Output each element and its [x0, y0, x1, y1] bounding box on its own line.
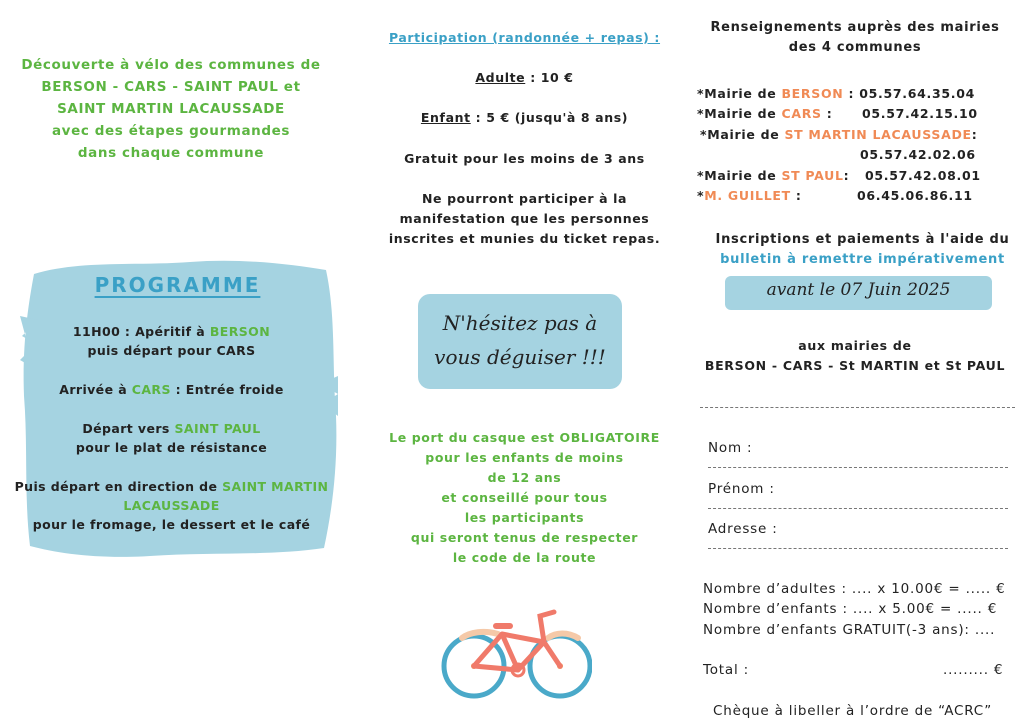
- deadline-text: avant le 07 Juin 2025: [766, 280, 951, 300]
- price-label: Enfant: [420, 110, 471, 125]
- intro-line: dans chaque commune: [77, 145, 265, 161]
- heading-line: Renseignements auprès des mairies: [710, 20, 1000, 35]
- helmet-notice: [358, 428, 691, 568]
- town-name: CARS: [131, 382, 171, 397]
- form-prenom-line[interactable]: [708, 508, 1008, 509]
- form-cheque: Chèque à libeller à l’ordre de “ACRC”: [713, 703, 993, 719]
- helmet-line: les participants: [464, 510, 585, 525]
- intro-line: Découverte à vélo des communes de: [21, 57, 321, 73]
- form-adresse-label: Adresse :: [708, 521, 778, 537]
- contact-sep: :: [790, 188, 802, 203]
- costume-line: N'hésitez pas à: [442, 311, 598, 335]
- note-line: manifestation que les personnes: [399, 211, 650, 226]
- price-value: : 5 € (jusqu'à 8 ans): [470, 110, 629, 125]
- bicycle-icon: [440, 606, 592, 704]
- helmet-line: de 12 ans: [487, 470, 562, 485]
- contact-item: [697, 186, 1017, 206]
- contact-prefix: *Mairie de: [700, 127, 785, 142]
- contact-sep: :: [821, 106, 833, 121]
- contact-phone: 06.45.06.86.11: [857, 188, 973, 203]
- step-text: pour le fromage, le dessert et le café: [32, 517, 311, 532]
- form-children: Nombre d’enfants : .... x 5.00€ = ..... €: [703, 601, 998, 617]
- form-total-value: ......... €: [943, 662, 1004, 678]
- step-text: Arrivée à: [59, 382, 132, 397]
- step-text: 11H00 : Apéritif à: [72, 324, 210, 339]
- contact-phone: 05.57.42.02.06: [860, 147, 976, 162]
- helmet-line: et conseillé pour tous: [441, 490, 608, 505]
- contact-name: BERSON: [781, 86, 844, 101]
- price-value: : 10 €: [525, 70, 574, 85]
- note-line: Ne pourront participer à la: [421, 191, 628, 206]
- contact-name: M. GUILLET: [704, 188, 791, 203]
- registration-to: [690, 336, 1020, 376]
- step-text: puis départ pour CARS: [87, 343, 256, 358]
- form-nom-line[interactable]: [708, 467, 1008, 468]
- contacts-heading: [690, 18, 1020, 58]
- contact-item: [697, 104, 1017, 124]
- contact-prefix: *Mairie de: [697, 86, 782, 101]
- contact-sep: :: [843, 168, 850, 183]
- to-line: BERSON - CARS - St MARTIN et St PAUL: [704, 358, 1006, 373]
- contact-prefix: *Mairie de: [697, 168, 782, 183]
- contact-sep: :: [971, 127, 978, 142]
- intro-line: SAINT MARTIN LACAUSSADE: [57, 101, 285, 117]
- programme-step-3: [0, 419, 343, 457]
- contact-name: ST MARTIN LACAUSSADE: [784, 127, 972, 142]
- form-nom-label: Nom :: [708, 440, 753, 456]
- programme-title: PROGRAMME: [94, 273, 261, 297]
- programme-step-2: [0, 380, 343, 399]
- contact-name: ST PAUL: [781, 168, 844, 183]
- programme-step-1: [0, 322, 343, 360]
- price-child: [358, 108, 691, 128]
- step-text: pour le plat de résistance: [75, 440, 268, 455]
- heading-line: des 4 communes: [788, 40, 922, 55]
- form-total-label: Total :: [703, 662, 749, 678]
- town-name: SAINT PAUL: [174, 421, 261, 436]
- form-free-children: Nombre d’enfants GRATUIT(-3 ans): ....: [703, 622, 996, 638]
- contact-sep: :: [843, 86, 860, 101]
- intro-text: [0, 54, 342, 164]
- town-name: LACAUSSADE: [123, 498, 220, 513]
- form-prenom-label: Prénom :: [708, 481, 775, 497]
- contact-name: CARS: [781, 106, 822, 121]
- contact-prefix: *: [697, 188, 705, 203]
- contact-phone: 05.57.64.35.04: [859, 86, 976, 101]
- costume-line: vous déguiser !!!: [434, 345, 606, 369]
- registration-line2: bulletin à remettre impérativement: [720, 252, 1005, 267]
- town-name: SAINT MARTIN: [222, 479, 329, 494]
- participation-note: [358, 189, 691, 249]
- contact-item: [697, 166, 1017, 186]
- registration-line1: Inscriptions et paiements à l'aide du: [715, 232, 1010, 247]
- contact-item: [700, 125, 1020, 165]
- step-text: Puis départ en direction de: [14, 479, 223, 494]
- step-text: Départ vers: [82, 421, 175, 436]
- step-text: : Entrée froide: [170, 382, 284, 397]
- contact-item: [697, 84, 1017, 104]
- price-free: Gratuit pour les moins de 3 ans: [404, 151, 645, 166]
- contact-phone: 05.57.42.15.10: [862, 106, 978, 121]
- form-adults: Nombre d’adultes : .... x 10.00€ = ..... €: [703, 581, 1006, 597]
- to-line: aux mairies de: [798, 338, 912, 353]
- price-label: Adulte: [475, 70, 526, 85]
- helmet-line: qui seront tenus de respecter: [410, 530, 639, 545]
- helmet-line: Le port du casque est OBLIGATOIRE: [389, 430, 660, 445]
- price-adult: [358, 68, 691, 88]
- costume-text: [418, 306, 622, 374]
- intro-line: avec des étapes gourmandes: [51, 123, 291, 139]
- divider: [700, 407, 1015, 408]
- participation-heading: Participation (randonnée + repas) :: [388, 30, 661, 45]
- contact-phone: 05.57.42.08.01: [865, 168, 981, 183]
- intro-line: BERSON - CARS - SAINT PAUL et: [41, 79, 301, 95]
- helmet-line: pour les enfants de moins: [425, 450, 624, 465]
- helmet-line: le code de la route: [452, 550, 597, 565]
- form-adresse-line[interactable]: [708, 548, 1008, 549]
- programme-step-4: [0, 477, 343, 534]
- note-line: inscrites et munies du ticket repas.: [388, 231, 661, 246]
- town-name: BERSON: [209, 324, 271, 339]
- contact-prefix: *Mairie de: [697, 106, 782, 121]
